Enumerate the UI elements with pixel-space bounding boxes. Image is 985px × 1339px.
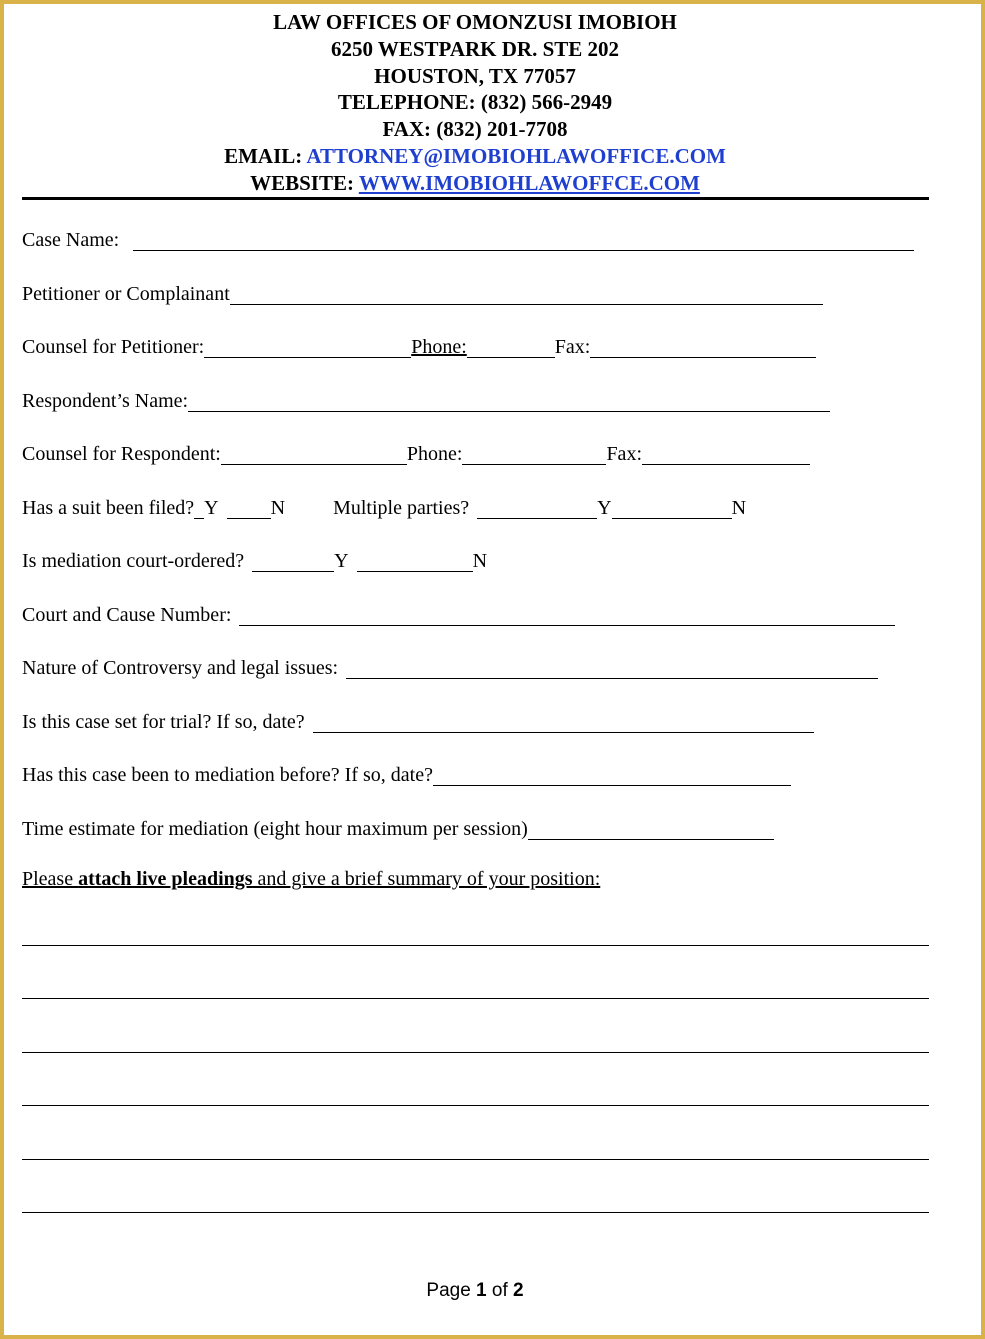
multiple-parties-yes-label: Y — [597, 497, 612, 519]
summary-line[interactable] — [22, 1159, 929, 1160]
suit-filed-yes-field[interactable] — [194, 517, 204, 519]
fax: FAX: (832) 201-7708 — [382, 117, 568, 142]
respondent-name-field[interactable] — [188, 410, 830, 412]
time-estimate-field[interactable] — [528, 838, 774, 840]
suit-filed-label: Has a suit been filed? — [22, 497, 195, 519]
nature-row — [22, 654, 878, 682]
time-estimate-row — [22, 815, 774, 843]
multiple-parties-no-field[interactable] — [612, 517, 732, 519]
trial-date-field[interactable] — [313, 731, 814, 733]
court-cause-label: Court and Cause Number: — [22, 604, 232, 626]
court-ordered-yes-label: Y — [334, 550, 349, 572]
multiple-parties-no-label: N — [731, 497, 747, 519]
website-label: WEBSITE: — [250, 170, 359, 195]
petitioner-row — [22, 280, 823, 308]
petitioner-label: Petitioner or Complainant — [22, 283, 230, 305]
summary-bold: attach live pleadings — [78, 868, 253, 890]
court-ordered-row — [22, 547, 487, 575]
multiple-parties-label: Multiple parties? — [333, 497, 470, 519]
counsel-respondent-field[interactable] — [221, 463, 407, 465]
website-line — [0, 170, 950, 197]
court-ordered-no-label: N — [472, 550, 488, 572]
suit-filed-row — [22, 494, 746, 522]
court-cause-field[interactable] — [239, 624, 895, 626]
counsel-respondent-row — [22, 440, 810, 468]
respondent-phone-field[interactable] — [462, 463, 606, 465]
prior-mediation-row — [22, 761, 791, 789]
petitioner-phone-label: Phone: — [411, 336, 467, 358]
address-line-2: HOUSTON, TX 77057 — [374, 63, 576, 88]
prior-mediation-label: Has this case been to mediation before? If so, date? — [22, 764, 433, 786]
address-line-1: 6250 WESTPARK DR. STE 202 — [330, 36, 620, 61]
court-ordered-yes-field[interactable] — [252, 570, 334, 572]
respondent-phone-label: Phone: — [406, 443, 463, 465]
letterhead — [0, 9, 950, 197]
counsel-petitioner-row — [22, 333, 816, 361]
case-name-label: Case Name: — [22, 229, 120, 251]
website-link[interactable]: WWW.IMOBIOHLAWOFFCE.COM — [358, 170, 700, 195]
suit-filed-yes-label: Y — [204, 497, 219, 519]
court-ordered-no-field[interactable] — [357, 570, 473, 572]
case-name-field[interactable] — [133, 249, 914, 251]
prior-mediation-field[interactable] — [433, 784, 791, 786]
trial-date-label: Is this case set for trial? If so, date? — [22, 711, 305, 733]
multiple-parties-yes-field[interactable] — [477, 517, 597, 519]
telephone: TELEPHONE: (832) 566-2949 — [337, 90, 613, 115]
petitioner-fax-field[interactable] — [590, 356, 816, 358]
counsel-respondent-label: Counsel for Respondent: — [22, 443, 221, 465]
nature-label: Nature of Controversy and legal issues: — [22, 657, 339, 679]
respondent-name-label: Respondent’s Name: — [22, 390, 189, 412]
summary-line[interactable] — [22, 945, 929, 946]
counsel-petitioner-label: Counsel for Petitioner: — [22, 336, 205, 358]
email-label: EMAIL: — [224, 143, 307, 168]
summary-line[interactable] — [22, 1052, 929, 1053]
court-ordered-label: Is mediation court-ordered? — [22, 550, 245, 572]
total-pages: 2 — [513, 1280, 524, 1301]
of-word: of — [486, 1280, 514, 1301]
summary-line[interactable] — [22, 1212, 929, 1213]
suit-filed-no-label: N — [270, 497, 286, 519]
petitioner-fax-label: Fax: — [554, 336, 591, 358]
summary-suffix: and give a brief summary of your position: — [252, 868, 601, 890]
summary-line[interactable] — [22, 1105, 929, 1106]
header-divider — [22, 197, 929, 200]
case-name-row — [22, 226, 914, 254]
court-cause-row — [22, 601, 895, 629]
summary-prefix: Please — [22, 868, 79, 890]
suit-filed-no-field[interactable] — [227, 517, 271, 519]
time-estimate-label: Time estimate for mediation (eight hour maximum per session) — [22, 818, 528, 840]
email-link[interactable]: ATTORNEY@IMOBIOHLAWOFFICE.COM — [306, 143, 726, 168]
page-word: Page — [426, 1280, 477, 1301]
current-page: 1 — [476, 1280, 487, 1301]
page-number — [0, 1280, 950, 1302]
summary-instruction — [22, 868, 600, 891]
nature-field[interactable] — [346, 677, 878, 679]
trial-date-row — [22, 708, 814, 736]
respondent-fax-field[interactable] — [642, 463, 810, 465]
firm-name: LAW OFFICES OF OMONZUSI IMOBIOH — [273, 10, 677, 34]
counsel-petitioner-field[interactable] — [204, 356, 411, 358]
respondent-name-row — [22, 387, 830, 415]
petitioner-field[interactable] — [230, 303, 823, 305]
email-line — [0, 143, 950, 170]
respondent-fax-label: Fax: — [606, 443, 642, 465]
petitioner-phone-field[interactable] — [467, 356, 555, 358]
summary-line[interactable] — [22, 998, 929, 999]
